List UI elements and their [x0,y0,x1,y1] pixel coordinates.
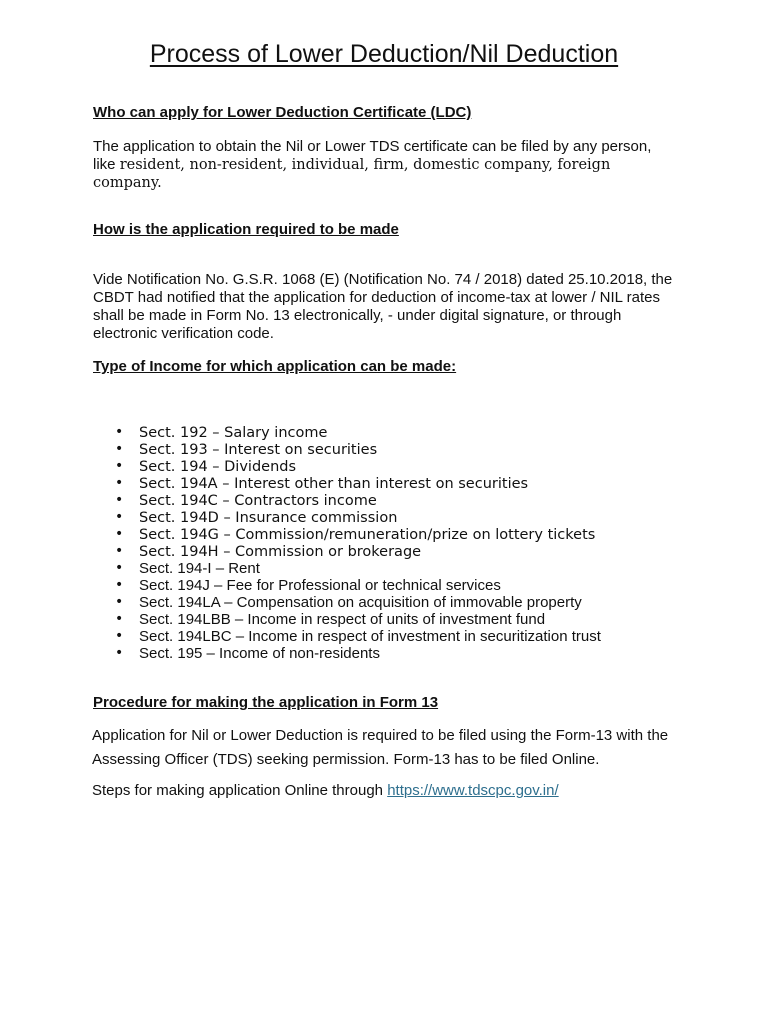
bullet-icon: • [115,611,124,627]
list-item: • Sect. 194LBC – Income in respect of investment in securitization trust [115,628,601,645]
who-can-apply-text [93,138,683,192]
how-application-heading: How is the application required to be made [93,221,399,238]
page-title: Process of Lower Deduction/Nil Deduction [149,40,619,68]
who-text-serif: resident, non-resident, individual, firm, domestic company, foreign company. [93,157,611,191]
income-type-heading: Type of Income for which application can be made: [93,358,457,375]
tdscpc-link[interactable]: https://www.tdscpc.gov.in/ [387,782,559,799]
list-item: • Sect. 194LBB – Income in respect of units of investment fund [115,611,546,628]
bullet-icon: • [115,628,124,644]
list-item: • Sect. 194A – Interest other than interest on securities [115,475,529,492]
bullet-icon: • [115,424,124,440]
list-item: • Sect. 194C – Contractors income [115,492,377,509]
steps-text: Steps for making application Online through [92,782,388,799]
procedure-text: Application for Nil or Lower Deduction is required to be filed using the Form-13 with the Assessing Officer (TDS) seeking permission. Form-13 has to be filed Online. [92,727,669,768]
list-item: • Sect. 194D – Insurance commission [115,509,398,526]
procedure-heading: Procedure for making the application in Form 13 [93,694,439,711]
bullet-icon: • [115,526,124,542]
how-application-text: Vide Notification No. G.S.R. 1068 (E) (Notification No. 74 / 2018) dated 25.10.2018, the CBDT had notified that the application for deduction of income-tax at lower / NIL rates shall be made in Form No. 13 electronically, - under digital signature, or through electronic verification code. [93,271,673,342]
list-item: • Sect. 194 – Dividends [115,458,297,475]
procedure-steps [92,779,682,803]
list-item: • Sect. 193 – Interest on securities [115,441,378,458]
list-item: • Sect. 194-I – Rent [115,560,260,577]
bullet-icon: • [115,492,124,508]
list-item: • Sect. 194J – Fee for Professional or technical services [115,577,501,594]
bullet-icon: • [115,560,124,576]
list-item: • Sect. 192 – Salary income [115,424,328,441]
list-item: • Sect. 195 – Income of non-residents [115,645,380,662]
income-type-list [115,424,601,662]
bullet-icon: • [115,645,124,661]
list-item: • Sect. 194G – Commission/remuneration/prize on lottery tickets [115,526,596,543]
who-text-line2: like [93,156,120,173]
bullet-icon: • [115,577,124,593]
bullet-icon: • [115,509,124,525]
list-item: • Sect. 194H – Commission or brokerage [115,543,422,560]
bullet-icon: • [115,441,124,457]
bullet-icon: • [115,543,124,559]
bullet-icon: • [115,475,124,491]
list-item: • Sect. 194LA – Compensation on acquisition of immovable property [115,594,582,611]
who-can-apply-heading: Who can apply for Lower Deduction Certificate (LDC) [93,104,472,121]
bullet-icon: • [115,594,124,610]
bullet-icon: • [115,458,124,474]
who-text-line1: The application to obtain the Nil or Lower TDS certificate can be filed by any person, [93,138,652,155]
